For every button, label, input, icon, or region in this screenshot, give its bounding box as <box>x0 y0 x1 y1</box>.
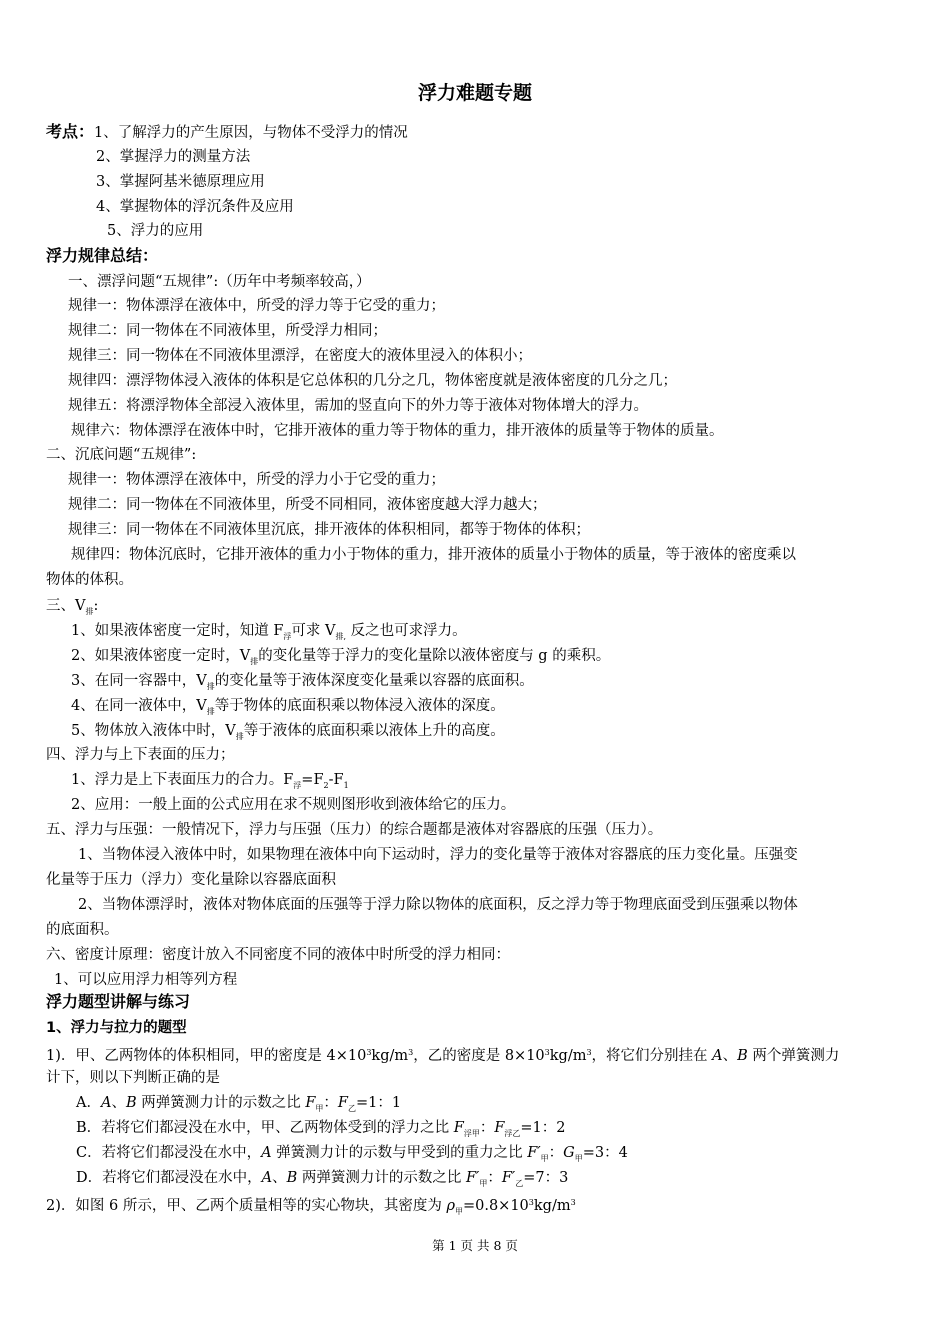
page-title: 浮力难题专题 <box>417 82 532 104</box>
item-line: 5、物体放入液体中时，$V_排$等于液体的底面积乘以液体上升的高度。 <box>71 723 505 741</box>
item-line: 1、浮力是上下表面压力的合力。$F_浮=F_2-F_1$ <box>71 772 349 790</box>
paragraph-line: 的底面积。 <box>46 922 119 938</box>
section-title: 六、密度计原理：密度计放入不同密度不同的液体中时所受的浮力相同： <box>46 947 510 963</box>
paragraph-line: 2、当物体漂浮时，液体对物体底面的压强等于浮力除以物体的底面积，反之浮力等于物理底面受到压强乘以物体 <box>78 897 798 913</box>
section-title: 二、沉底问题“五规律”: <box>46 447 197 463</box>
kaodian-label: 考点： <box>46 122 95 141</box>
rule-line: 规律六：物体漂浮在液体中时，它排开液体的重力等于物体的重力，排开液体的质量等于物体的质量。 <box>71 423 724 439</box>
option-a: A．A、B 两弹簧测力计的示数之比 $F_甲$：$F_乙=1$：1 <box>76 1095 402 1113</box>
kaodian-item: 5、浮力的应用 <box>107 223 204 239</box>
kaodian-item: 3、掌握阿基米德原理应用 <box>96 174 265 190</box>
section-title: 五、浮力与压强：一般情况下，浮力与压强（压力）的综合题都是液体对容器底的压强（压力）。 <box>46 822 663 838</box>
rule-line: 规律四：漂浮物体浸入液体的体积是它总体积的几分之几，物体密度就是液体密度的几分之几； <box>68 373 677 389</box>
kaodian-item: 4、掌握物体的浮沉条件及应用 <box>96 199 294 215</box>
section-title: 一、漂浮问题“五规律”:（历年中考频率较高，） <box>68 274 371 290</box>
rule-line: 规律二：同一物体在不同液体里，所受不同相同，液体密度越大浮力越大； <box>68 497 547 513</box>
rule-line: 规律一：物体漂浮在液体中，所受的浮力等于它受的重力； <box>68 298 445 314</box>
item-line: 1、如果液体密度一定时，知道 $F_浮$可求 $V_{排,}$ 反之也可求浮力。 <box>71 623 467 641</box>
rule-line: 规律一：物体漂浮在液体中，所受的浮力小于它受的重力； <box>68 472 445 488</box>
practice-subheading: 1、浮力与拉力的题型 <box>46 1020 187 1036</box>
option-d: D．若将它们都浸没在水中，A、B 两弹簧测力计的示数之比 $F'_甲$：$F'_乙=7$：3 <box>76 1170 569 1188</box>
question-line: 2)．如图 6 所示，甲、乙两个质量相等的实心物块，其密度为 $\rho_甲=0.8\times 10^3kg/m^3$ <box>46 1198 576 1216</box>
paragraph-line: 1、当物体浸入液体中时，如果物理在液体中向下运动时，浮力的变化量等于液体对容器底的压力变化量。压强变 <box>78 847 798 863</box>
item-line: 2、如果液体密度一定时，$V_排$的变化量等于浮力的变化量除以液体密度与 g 的乘积。 <box>71 648 611 666</box>
item-line: 3、在同一容器中，$V_排$的变化量等于液体深度变化量乘以容器的底面积。 <box>71 673 534 691</box>
item-line: 2、应用：一般上面的公式应用在求不规则图形收到液体给它的压力。 <box>71 797 516 813</box>
practice-heading: 浮力题型讲解与练习 <box>46 992 191 1011</box>
section-title: 三、$V_排$: <box>46 598 99 616</box>
rule-line: 物体的体积。 <box>46 572 133 588</box>
paragraph-line: 化量等于压力（浮力）变化量除以容器底面积 <box>46 872 336 888</box>
kaodian-line-1: 考点：1、了解浮力的产生原因，与物体不受浮力的情况 <box>46 122 408 141</box>
rule-line: 规律三：同一物体在不同液体里漂浮，在密度大的液体里浸入的体积小； <box>68 348 532 364</box>
item-line: 1、可以应用浮力相等列方程 <box>54 972 238 988</box>
question-line: 计下，则以下判断正确的是 <box>46 1070 220 1086</box>
option-c: C．若将它们都浸没在水中，A 弹簧测力计的示数与甲受到的重力之比 $F'_甲$：$G_甲=3$：4 <box>76 1145 628 1163</box>
option-b: B．若将它们都浸没在水中，甲、乙两物体受到的浮力之比 $F_{浮甲}$：$F_{浮乙}=1$：2 <box>76 1120 566 1138</box>
rule-line: 规律五：将漂浮物体全部浸入液体里，需加的竖直向下的外力等于液体对物体增大的浮力。 <box>68 398 648 414</box>
rule-line: 规律二：同一物体在不同液体里，所受浮力相同； <box>68 323 387 339</box>
item-line: 4、在同一液体中，$V_排$等于物体的底面积乘以物体浸入液体的深度。 <box>71 698 505 716</box>
rule-line: 规律四：物体沉底时，它排开液体的重力小于物体的重力，排开液体的质量小于物体的质量，等于液体的密度乘以 <box>71 547 796 563</box>
section-title: 四、浮力与上下表面的压力； <box>46 747 235 763</box>
kaodian-item: 2、掌握浮力的测量方法 <box>96 149 251 165</box>
summary-heading: 浮力规律总结： <box>46 246 159 265</box>
rule-line: 规律三：同一物体在不同液体里沉底，排开液体的体积相同，都等于物体的体积； <box>68 522 590 538</box>
page-footer: 第 1 页 共 8 页 <box>432 1238 518 1253</box>
question-line: 1)．甲、乙两物体的体积相同，甲的密度是 $4\times 10^3kg/m^3$，乙的密度是 $8\times 10^3kg/m^3$，将它们分别挂在 A、B 两个弹簧测力 <box>46 1048 840 1064</box>
